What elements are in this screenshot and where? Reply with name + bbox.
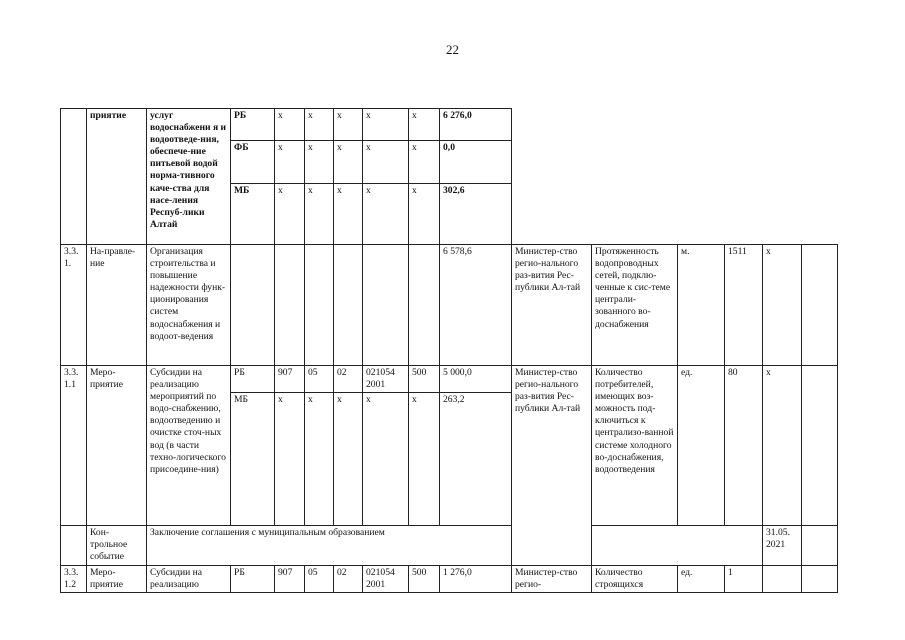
table-cell-name: Организация строительства и повышение надежности функ-ционирования систем водоснабжения и водоот-ведения <box>147 245 231 366</box>
table-cell: x <box>363 184 409 245</box>
table-cell: x <box>334 393 363 526</box>
table-cell: 021054 2001 <box>363 366 409 393</box>
table-cell: x <box>409 184 440 245</box>
table-cell: x <box>763 366 802 526</box>
table-cell: РБ <box>231 366 275 393</box>
table-cell: x <box>334 141 363 184</box>
table-cell: МБ <box>231 184 275 245</box>
page-number: 22 <box>446 42 459 57</box>
table-cell <box>363 245 409 366</box>
table-cell-unit: ед. <box>678 366 725 526</box>
table-cell-amount: 5 000,0 <box>440 366 512 393</box>
table-cell: 02 <box>334 566 363 593</box>
table-cell <box>334 245 363 366</box>
table-cell: x <box>275 184 305 245</box>
table-cell: 500 <box>409 366 440 393</box>
table-cell: 500 <box>409 566 440 593</box>
table-cell-date: 31.05. 2021 <box>763 526 802 566</box>
table-cell <box>802 526 838 566</box>
table-cell: 907 <box>275 566 305 593</box>
table-cell: x <box>363 109 409 141</box>
table-cell-indicator: Количество строящихся <box>592 566 678 593</box>
table-cell-amount: 302,6 <box>440 184 512 245</box>
table-cell-executor: Министер-ство регио- <box>512 566 592 593</box>
table-cell: x <box>305 109 334 141</box>
table-cell: x <box>305 184 334 245</box>
table-cell: МБ <box>231 393 275 526</box>
table-cell: x <box>334 184 363 245</box>
table-row <box>61 245 838 366</box>
table-cell <box>763 566 802 593</box>
empty-area <box>592 526 763 566</box>
empty-area <box>512 109 763 245</box>
table-cell-control-text: Заключение соглашения с муниципальным образованием <box>147 526 512 566</box>
table-cell <box>305 245 334 366</box>
table-row <box>61 566 838 593</box>
table-cell: x <box>763 245 802 366</box>
table-cell-amount: 6 578,6 <box>440 245 512 366</box>
program-table <box>60 108 838 593</box>
table-cell-name: услуг водоснабжени я и водоотведе-ния, обеспече-ние питьевой водой норма-тивного каче-ства для насе-ления Респуб-лики Алтай <box>147 109 231 245</box>
table-cell-indicator: Количество потребителей, имеющих воз-можность под-ключиться к централизо-ванной системе холодного во-доснабжения, водоотведения <box>592 366 678 526</box>
table-cell: 02 <box>334 366 363 393</box>
table-cell-type: Меро-приятие <box>87 366 147 526</box>
table-cell-executor: Министер-ство регио-нального раз-вития Рес-публики Ал-тай <box>512 366 592 566</box>
table-cell: x <box>363 393 409 526</box>
table-cell-unit: ед. <box>678 566 725 593</box>
table-cell-num: 3.3. 1. <box>61 245 87 366</box>
table-cell-num: 3.3. 1.2 <box>61 566 87 593</box>
table-cell-num: 3.3. 1.1 <box>61 366 87 526</box>
table-cell: x <box>409 109 440 141</box>
table-cell: РБ <box>231 109 275 141</box>
table-cell-amount: 0,0 <box>440 141 512 184</box>
table-cell-name: Субсидии на реализацию <box>147 566 231 593</box>
table-cell: 05 <box>305 366 334 393</box>
table-cell <box>802 366 838 526</box>
table-cell: x <box>275 141 305 184</box>
table-cell: 907 <box>275 366 305 393</box>
table-row <box>61 109 838 141</box>
table-cell-name: Субсидии на реализацию мероприятий по водо-снабжению, водоотведению и очистке сточ-ных вод (в части техно-логического присоедине-ния) <box>147 366 231 526</box>
table-cell: x <box>275 109 305 141</box>
table-cell: x <box>409 141 440 184</box>
table-cell <box>802 566 838 593</box>
table-cell-amount: 6 276,0 <box>440 109 512 141</box>
table-cell <box>61 109 87 245</box>
table-cell-unit: м. <box>678 245 725 366</box>
table-cell-type: Кон-трольное событие <box>87 526 147 566</box>
table-cell-type: приятие <box>87 109 147 245</box>
table-cell <box>409 245 440 366</box>
table-row <box>61 366 838 393</box>
table-cell: x <box>334 109 363 141</box>
table-cell: x <box>305 141 334 184</box>
table-cell: ФБ <box>231 141 275 184</box>
table-row <box>61 526 838 566</box>
table-cell-value: 80 <box>725 366 763 526</box>
table-cell-executor: Министер-ство регио-нального раз-вития Рес-публики Ал-тай <box>512 245 592 366</box>
table-cell-type: На-правле-ние <box>87 245 147 366</box>
table-cell-type: Меро-приятие <box>87 566 147 593</box>
table-cell-indicator: Протяженность водопроводных сетей, подклю-ченные к сис-теме централи-зованного во-доснабжения <box>592 245 678 366</box>
table-cell <box>61 526 87 566</box>
table-cell-value: 1511 <box>725 245 763 366</box>
table-cell <box>802 245 838 366</box>
table-cell-amount: 1 276,0 <box>440 566 512 593</box>
table-cell: x <box>275 393 305 526</box>
table-cell: x <box>305 393 334 526</box>
table-cell-amount: 263,2 <box>440 393 512 526</box>
table-cell-value: 1 <box>725 566 763 593</box>
table-cell: 05 <box>305 566 334 593</box>
table-cell: x <box>409 393 440 526</box>
table-cell <box>231 245 275 366</box>
table-cell: 021054 2001 <box>363 566 409 593</box>
table-cell <box>275 245 305 366</box>
table-cell: РБ <box>231 566 275 593</box>
table-cell: x <box>363 141 409 184</box>
